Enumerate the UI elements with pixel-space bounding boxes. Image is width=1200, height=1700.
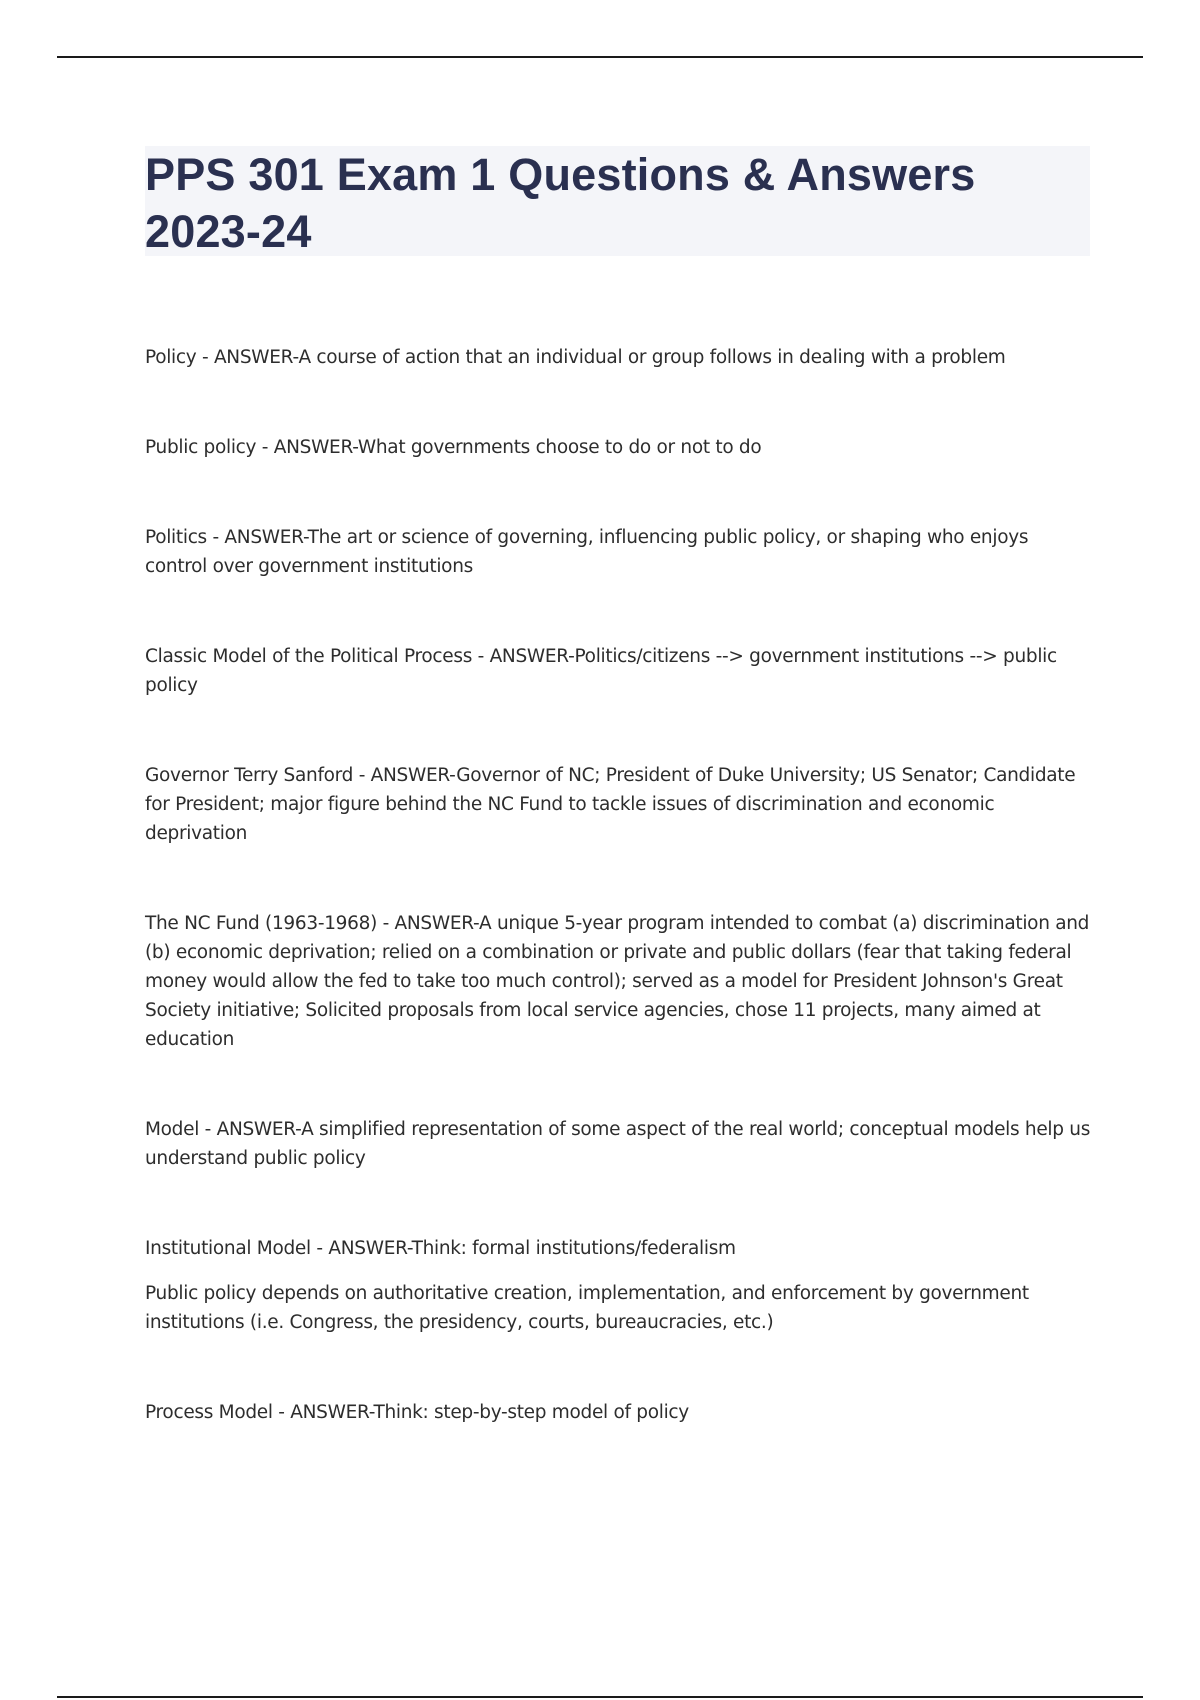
qa-text: Politics - ANSWER-The art or science of governing, influencing public policy, or shaping who enjoys control over government institutions (145, 527, 1029, 577)
qa-item-nc-fund (145, 909, 1095, 1054)
qa-item-model (145, 1115, 1095, 1173)
qa-text: The NC Fund (1963-1968) - ANSWER-A unique 5-year program intended to combat (a) discrimination and (b) economic deprivation; relied on a combination or private and public dollars (fear that taking federal money would allow the fed to take too much control); served as a model for President Johnson's Great Society initiative; Solicited proposals from local service agencies, chose 11 projects, many aimed at education (145, 913, 1090, 1050)
top-rule (57, 56, 1143, 58)
qa-text: Classic Model of the Political Process - ANSWER-Politics/citizens --> government institutions --> public policy (145, 646, 1057, 696)
qa-list (145, 343, 1095, 1488)
qa-item-institutional-model (145, 1234, 1095, 1337)
qa-text: Model - ANSWER-A simplified representation of some aspect of the real world; conceptual models help us understand public policy (145, 1119, 1091, 1169)
qa-text: Process Model - ANSWER-Think: step-by-step model of policy (145, 1402, 689, 1423)
bottom-rule (57, 1696, 1143, 1698)
qa-text: Public policy - ANSWER-What governments choose to do or not to do (145, 437, 762, 458)
title-box (145, 146, 1090, 256)
qa-item-politics (145, 523, 1095, 581)
qa-text: Institutional Model - ANSWER-Think: formal institutions/federalism (145, 1238, 736, 1259)
qa-item-policy (145, 343, 1095, 372)
qa-text: Policy - ANSWER-A course of action that an individual or group follows in dealing with a problem (145, 347, 1006, 368)
qa-item-process-model (145, 1398, 1095, 1427)
qa-item-public-policy (145, 433, 1095, 462)
qa-text-continued: Public policy depends on authoritative creation, implementation, and enforcement by government institutions (i.e. Congress, the presidency, courts, bureaucracies, etc.) (145, 1283, 1029, 1333)
qa-text: Governor Terry Sanford - ANSWER-Governor of NC; President of Duke University; US Senator; Candidate for President; major figure behind the NC Fund to tackle issues of discrimination and economic deprivation (145, 765, 1076, 844)
qa-item-classic-model (145, 642, 1095, 700)
page-title: PPS 301 Exam 1 Questions & Answers 2023-24 (145, 149, 976, 257)
qa-item-governor-sanford (145, 761, 1095, 848)
